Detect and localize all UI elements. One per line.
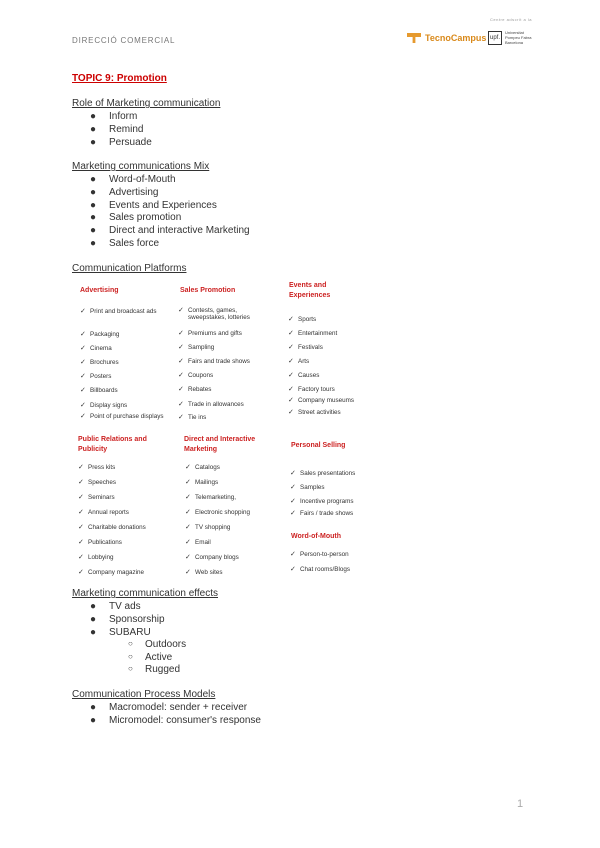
- list-item: ● Sales promotion: [90, 212, 182, 223]
- list-item: ✓ Print and broadcast ads: [80, 308, 157, 315]
- list-item: ● Direct and interactive Marketing: [90, 225, 250, 236]
- upf-logo-icon: upf.: [488, 31, 502, 45]
- list-item: ✓ Posters: [80, 373, 112, 380]
- list-item: ● Word-of-Mouth: [90, 174, 176, 185]
- list-item: ✓ Company magazine: [78, 569, 145, 576]
- list-item: ✓ Chat rooms/Blogs: [290, 566, 351, 573]
- list-item: ✓ Street activities: [288, 409, 341, 416]
- page-title: TOPIC 9: Promotion: [72, 73, 167, 84]
- list-item: ✓ Email: [185, 539, 211, 546]
- list-item: ● Advertising: [90, 187, 159, 198]
- section-effects-title: Marketing communication effects: [72, 588, 218, 599]
- list-item: ✓ Sampling: [178, 344, 215, 351]
- tecnocampus-logo: [407, 33, 486, 43]
- tecnocampus-logo-text: TecnoCampus: [425, 33, 487, 43]
- list-item: ● SUBARU: [90, 627, 151, 638]
- upf-logo: [488, 30, 537, 45]
- list-item: ○ Outdoors: [128, 639, 187, 650]
- list-item: ✓ Sales presentations: [290, 470, 356, 477]
- list-item: ✓ Causes: [288, 372, 320, 379]
- list-item: ● Events and Experiences: [90, 200, 217, 211]
- list-item: ✓ Entertainment: [288, 330, 338, 337]
- list-item: ✓ Trade in allowances: [178, 401, 244, 408]
- list-item: ✓ Person-to-person: [290, 551, 349, 558]
- list-item: ✓ Packaging: [80, 331, 120, 338]
- page-number: 1: [517, 798, 524, 810]
- list-item: ✓ Arts: [288, 358, 310, 365]
- list-item: ✓ Premiums and gifts: [178, 330, 242, 337]
- list-item: ✓ Point of purchase displays: [80, 413, 164, 420]
- section-process-title: Communication Process Models: [72, 689, 216, 700]
- list-item: ○ Active: [128, 652, 173, 663]
- sales-promotion-heading: Sales Promotion: [180, 287, 236, 294]
- list-item: ✓ Speeches: [78, 479, 117, 486]
- list-item: ● Macromodel: sender + receiver: [90, 702, 248, 713]
- list-item: ○ Rugged: [128, 664, 181, 675]
- list-item: ✓ Charitable donations: [78, 524, 146, 531]
- wom-heading: Word-of-Mouth: [291, 533, 342, 540]
- section-platforms-title: Communication Platforms: [72, 263, 187, 274]
- list-item: ✓ Lobbying: [78, 554, 114, 561]
- list-item: ✓ Annual reports: [78, 509, 129, 516]
- list-item: ✓ Electronic shopping: [185, 509, 250, 516]
- list-item: ✓ Fairs / trade shows: [290, 510, 354, 517]
- list-item: ● Micromodel: consumer's response: [90, 715, 261, 726]
- list-item: ● Remind: [90, 124, 144, 135]
- list-item: ✓ Coupons: [178, 372, 214, 379]
- list-item: ✓ Publications: [78, 539, 122, 546]
- personal-selling-heading: Personal Selling: [291, 442, 346, 449]
- list-item: ● Inform: [90, 111, 138, 122]
- header-left-title: DIRECCIÓ COMERCIAL: [72, 36, 176, 45]
- list-item: ✓ Festivals: [288, 344, 323, 351]
- list-item: ✓ Cinema: [80, 345, 112, 352]
- list-item: ✓ Contests, games, sweepstakes, lotteries: [178, 307, 250, 321]
- list-item: ✓ Billboards: [80, 387, 118, 394]
- list-item: ✓ Seminars: [78, 494, 115, 501]
- list-item: ✓ Fairs and trade shows: [178, 358, 250, 365]
- list-item: ✓ Mailings: [185, 479, 219, 486]
- list-item: ✓ Press kits: [78, 464, 116, 471]
- list-item: ✓ Web sites: [185, 569, 223, 576]
- list-item: ● Sales force: [90, 238, 160, 249]
- header-tiny-text: Centre adscrit a la: [490, 17, 532, 22]
- list-item: ✓ Catalogs: [185, 464, 220, 471]
- list-item: ✓ Company museums: [288, 397, 354, 404]
- list-item: ✓ Rebates: [178, 386, 212, 393]
- direct-heading: Direct and Interactive Marketing: [184, 436, 256, 453]
- list-item: ✓ Tie ins: [178, 414, 207, 421]
- upf-logo-text: Universitat Pompeu Fabra Barcelona: [505, 30, 532, 45]
- list-item: ✓ Factory tours: [288, 386, 335, 393]
- section-mix-title: Marketing communications Mix: [72, 161, 210, 172]
- tecnocampus-logo-icon: [407, 33, 421, 43]
- list-item: ✓ Display signs: [80, 402, 128, 409]
- list-item: ✓ Telemarketing,: [185, 494, 236, 501]
- events-heading: Events and Experiences: [289, 282, 331, 299]
- section-role-title: Role of Marketing communication: [72, 98, 221, 109]
- list-item: ● TV ads: [90, 601, 141, 612]
- list-item: ✓ Sports: [288, 316, 317, 323]
- pr-heading: Public Relations and Publicity: [78, 436, 147, 453]
- list-item: ✓ TV shopping: [185, 524, 231, 531]
- list-item: ● Persuade: [90, 137, 152, 148]
- list-item: ✓ Samples: [290, 484, 325, 491]
- list-item: ✓ Company blogs: [185, 554, 239, 561]
- list-item: ✓ Brochures: [80, 359, 119, 366]
- list-item: ● Sponsorship: [90, 614, 165, 625]
- advertising-heading: Advertising: [80, 287, 119, 294]
- list-item: ✓ Incentive programs: [290, 498, 354, 505]
